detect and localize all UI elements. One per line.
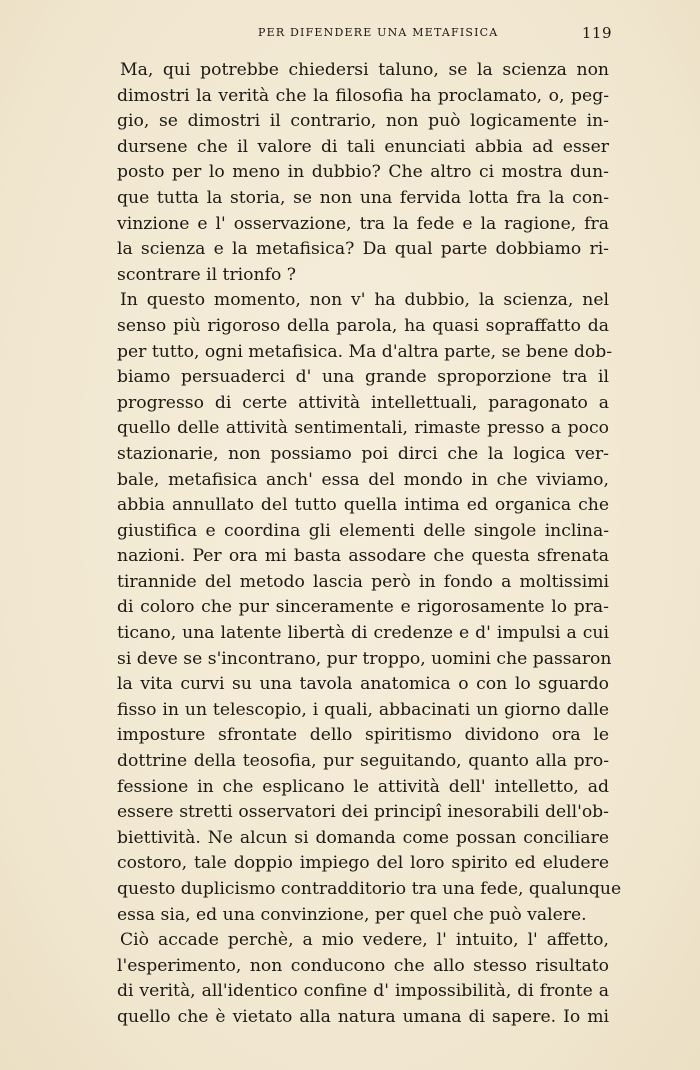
text-line: dimostri la verità che la filosofia ha proclamato, o, peg- (117, 85, 609, 106)
text-line: l'esperimento, non conducono che allo stesso risultato (117, 955, 609, 976)
text-line: di verità, all'identico confine d' impossibilità, di fronte a (117, 981, 609, 1002)
body-text (117, 58, 622, 1031)
text-line: bale, metafisica anch' essa del mondo in che viviamo, (117, 469, 609, 490)
text-line: biamo persuaderci d' una grande sproporzione tra il (117, 367, 609, 388)
text-line: questo duplicismo contradditorio tra una fede, qualunque (117, 879, 622, 899)
text-line: ticano, una latente libertà di credenze e d' impulsi a cui (117, 623, 609, 644)
text-line: scontrare il trionfo ? (117, 264, 296, 285)
text-line: la scienza e la metafisica? Da qual parte dobbiamo ri- (117, 239, 609, 260)
running-head: PER DIFENDERE UNA METAFISICA (258, 26, 499, 39)
text-line: di coloro che pur sinceramente e rigorosamente lo pra- (117, 597, 609, 618)
text-line: tirannide del metodo lascia però in fondo a moltissimi (117, 571, 609, 592)
text-line: per tutto, ogni metafisica. Ma d'altra parte, se bene dob- (117, 341, 613, 362)
page-header (118, 26, 612, 44)
text-line: que tutta la storia, se non una fervida lotta fra la con- (117, 187, 609, 208)
text-line: costoro, tale doppio impiego del loro spirito ed eludere (117, 853, 609, 874)
text-line: stazionarie, non possiamo poi dirci che la logica ver- (117, 443, 609, 464)
text-line: imposture sfrontate dello spiritismo dividono ora le (117, 725, 609, 746)
text-line: dursene che il valore di tali enunciati abbia ad esser (117, 136, 609, 157)
text-line: abbia annullato del tutto quella intima ed organica che (117, 495, 609, 516)
text-line: fessione in che esplicano le attività dell' intelletto, ad (117, 776, 609, 797)
text-line: gio, se dimostri il contrario, non può logicamente in- (117, 111, 609, 132)
text-line: In questo momento, non v' ha dubbio, la scienza, nel (120, 290, 609, 311)
text-line: Ciò accade perchè, a mio vedere, l' intuito, l' affetto, (120, 930, 609, 951)
page-number: 119 (581, 24, 612, 42)
text-line: biettività. Ne alcun si domanda come possan conciliare (117, 827, 609, 848)
text-line: Ma, qui potrebbe chiedersi taluno, se la scienza non (120, 60, 609, 80)
text-line: essere stretti osservatori dei principî inesorabili dell'ob- (117, 802, 609, 823)
text-line: si deve se s'incontrano, pur troppo, uomini che passaron (117, 648, 612, 669)
text-line: posto per lo meno in dubbio? Che altro ci mostra dun- (117, 162, 609, 183)
text-line: dottrine della teosofia, pur seguitando, quanto alla pro- (117, 751, 609, 772)
text-line: giustifica e coordina gli elementi delle singole inclina- (117, 520, 609, 541)
text-line: fisso in un telescopio, i quali, abbacinati un giorno dalle (117, 699, 609, 720)
text-line: progresso di certe attività intellettuali, paragonato a (117, 392, 609, 413)
text-line: vinzione e l' osservazione, tra la fede e la ragione, fra (117, 213, 609, 234)
text-line: quello delle attività sentimentali, rimaste presso a poco (117, 418, 609, 439)
text-line: senso più rigoroso della parola, ha quasi sopraffatto da (117, 315, 609, 336)
text-line: la vita curvi su una tavola anatomica o con lo sguardo (117, 674, 609, 695)
text-line: essa sia, ed una convinzione, per quel che può valere. (117, 904, 587, 925)
text-line: quello che è vietato alla natura umana di sapere. Io mi (117, 1006, 609, 1027)
text-line: nazioni. Per ora mi basta assodare che questa sfrenata (117, 546, 609, 567)
